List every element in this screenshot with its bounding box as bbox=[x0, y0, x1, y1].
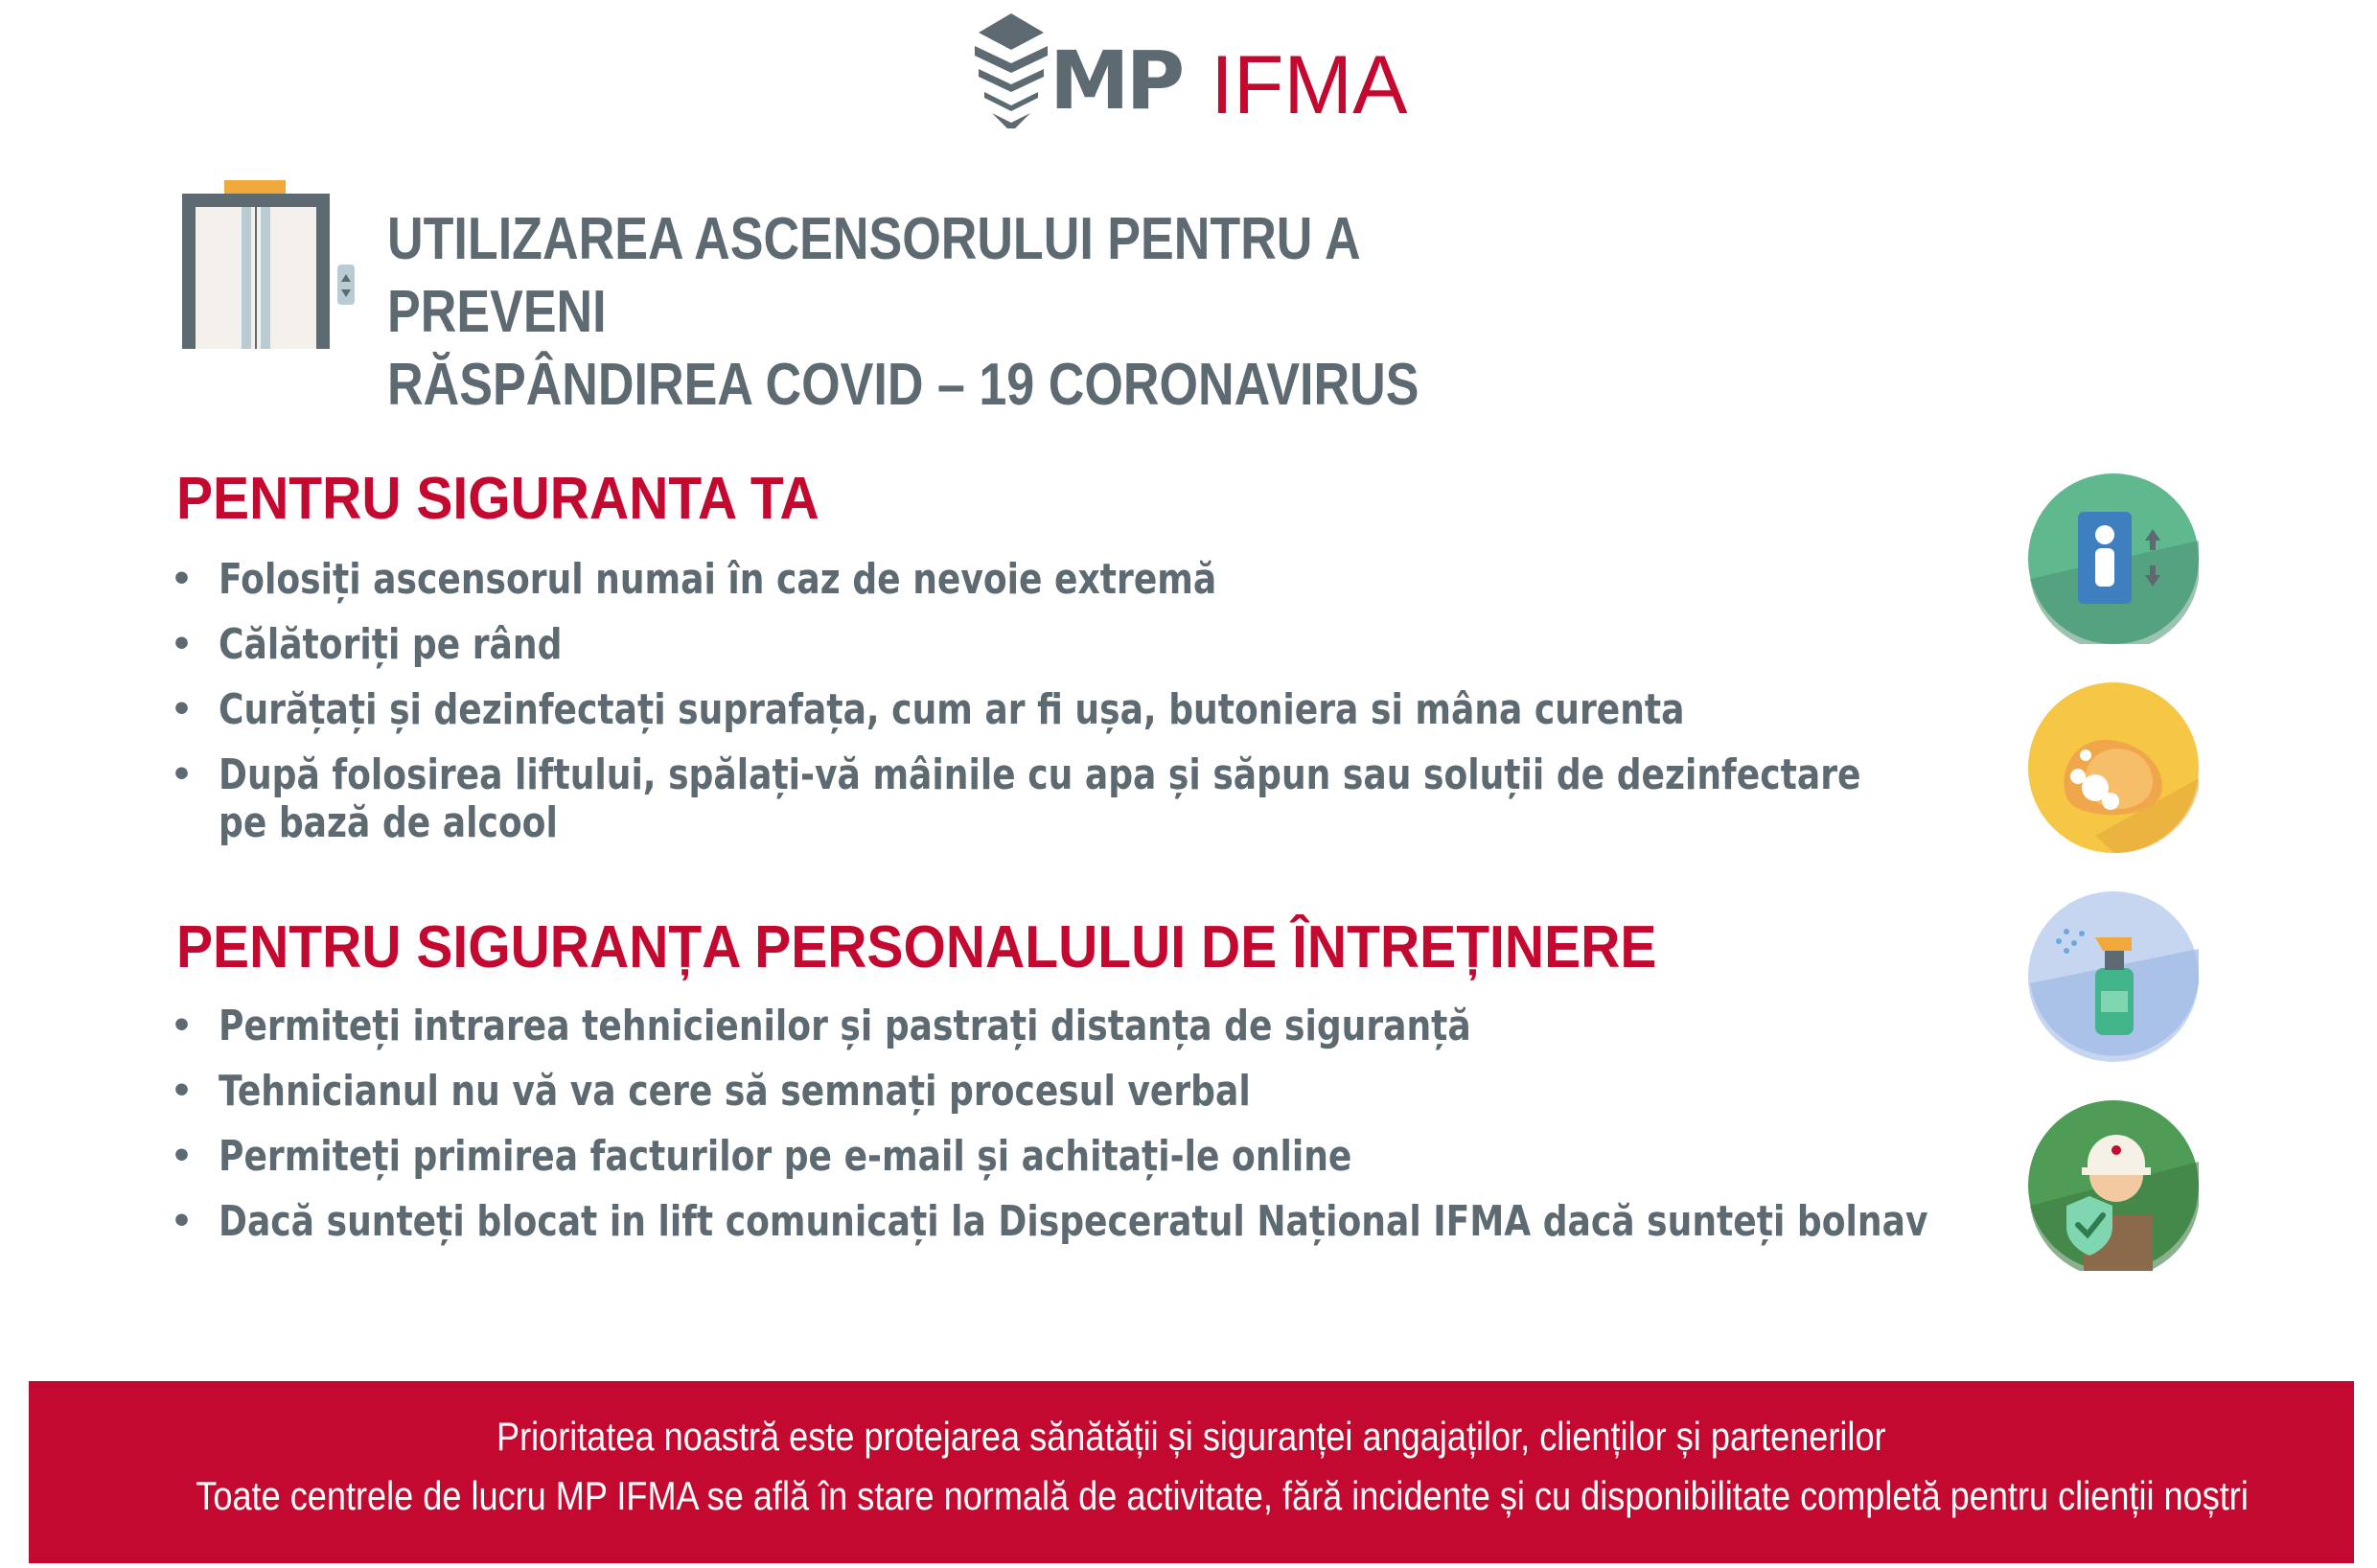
safety-list bbox=[171, 556, 2222, 865]
section-title-maintenance-staff: PENTRU SIGURANȚA PERSONALULUI DE ÎNTREȚINERE bbox=[176, 914, 1657, 980]
company-logo bbox=[973, 13, 1423, 157]
elevator-doors-icon bbox=[180, 178, 358, 351]
list-item: • După folosirea liftului, spălați-vă mâinile cu apa și săpun sau soluții de dezinfectare bbox=[171, 750, 1861, 799]
disinfectant-spray-icon bbox=[2028, 891, 2199, 1062]
list-item: • Permiteți primirea facturilor pe e-mail și achitați-le online bbox=[171, 1132, 1352, 1181]
list-item: • Tehnicianul nu vă va cere să semnați procesul verbal bbox=[171, 1067, 1251, 1116]
list-item: • Permiteți intrarea tehnicienilor și pastrați distanța de siguranță bbox=[171, 1002, 1471, 1050]
list-item: • Folosiți ascensorul numai în caz de nevoie extremă bbox=[171, 555, 1217, 604]
section-title-your-safety: PENTRU SIGURANTA TA bbox=[176, 466, 819, 532]
elevator-person-icon bbox=[2028, 473, 2199, 644]
title-line-2: RĂSPÂNDIREA COVID – 19 CORONAVIRUS bbox=[387, 352, 1419, 418]
list-item: • Călătoriți pe rând bbox=[171, 620, 563, 669]
logo-text-mp: MP bbox=[1050, 34, 1182, 127]
footer-line-1: Prioritatea noastră este protejarea sănătății și siguranței angajaților, clienților și partenerilor bbox=[496, 1414, 1886, 1459]
stacked-layers-arrow-icon bbox=[973, 13, 1059, 128]
page-title bbox=[387, 203, 1514, 422]
title-line-1: UTILIZAREA ASCENSORULUI PENTRU A PREVENI bbox=[387, 206, 1359, 345]
logo-text-ifma: IFMA bbox=[1211, 39, 1408, 131]
hand-washing-icon bbox=[2028, 682, 2199, 853]
technician-shield-icon bbox=[2028, 1100, 2199, 1271]
footer-line-2: Toate centrele de lucru MP IFMA se află în stare normală de activitate, fără incidente și cu disponibilitate completă pentru clienții noștri bbox=[196, 1473, 2249, 1518]
list-item: • Dacă sunteți blocat in lift comunicați la Dispeceratul Național IFMA dacă sunteți bolnav bbox=[171, 1197, 1928, 1246]
footer-banner bbox=[29, 1381, 2354, 1563]
maintenance-list bbox=[171, 1003, 2303, 1263]
list-item-continuation: pe bază de alcool bbox=[219, 798, 558, 847]
list-item: • Curățați și dezinfectați suprafața, cum ar fi ușa, butoniera si mâna curenta bbox=[171, 685, 1685, 734]
